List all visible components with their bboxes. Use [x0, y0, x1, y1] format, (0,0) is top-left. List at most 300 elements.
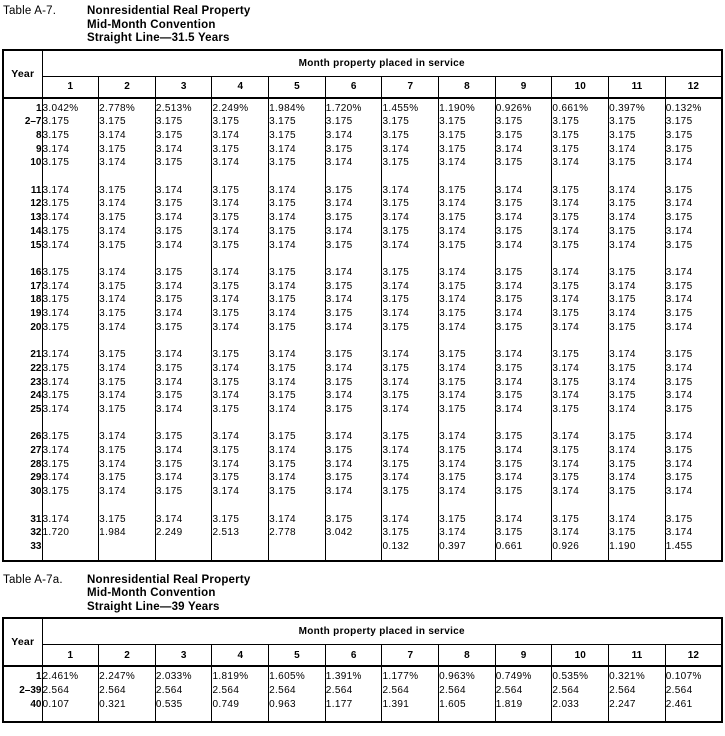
rate-cell: 3.174: [665, 293, 722, 307]
rate-cell: 3.174: [495, 239, 552, 253]
rate-cell: 2.564: [439, 684, 496, 698]
table-row: [3, 362, 722, 376]
rate-cell: 3.174: [269, 403, 326, 417]
rate-cell: 3.175: [269, 485, 326, 499]
table-row: [3, 389, 722, 403]
rate-cell: 3.175: [269, 156, 326, 170]
rate-cell: 3.175: [609, 389, 666, 403]
rate-cell: 2.461%: [42, 670, 99, 684]
spacer-cell: [552, 334, 609, 348]
rate-cell: 3.175: [99, 403, 156, 417]
rate-cell: 3.175: [552, 143, 609, 157]
rate-cell: 3.175: [439, 115, 496, 129]
rate-cell: 3.175: [325, 143, 382, 157]
rate-cell: 3.175: [495, 458, 552, 472]
rate-cell: 3.175: [382, 225, 439, 239]
rate-cell: 3.174: [42, 239, 99, 253]
year-cell: 8: [35, 129, 42, 141]
rate-cell: 3.175: [42, 389, 99, 403]
rate-cell: 1.720: [42, 526, 99, 540]
rate-cell: 3.175: [382, 526, 439, 540]
rate-cell: 2.564: [665, 684, 722, 698]
spacer-cell: [552, 554, 609, 561]
spacer-cell: [99, 711, 156, 722]
rate-cell: 3.175: [99, 307, 156, 321]
rate-cell: 3.174: [212, 266, 269, 280]
rate-cell: 3.175: [212, 184, 269, 198]
rate-cell: 3.174: [99, 321, 156, 335]
table-row: [3, 197, 722, 211]
rate-cell: 3.174: [552, 293, 609, 307]
rate-cell: 3.175: [439, 403, 496, 417]
rate-cell: 3.174: [155, 239, 212, 253]
spacer-cell: [212, 554, 269, 561]
year-cell: 10: [30, 157, 42, 169]
rate-cell: 3.175: [269, 430, 326, 444]
rate-cell: 3.175: [495, 115, 552, 129]
rate-cell: 3.174: [439, 430, 496, 444]
table-row: [3, 280, 722, 294]
rate-cell: 3.174: [495, 143, 552, 157]
spacer-cell: [439, 252, 496, 266]
rate-cell: 3.174: [439, 293, 496, 307]
rate-cell: 2.778%: [99, 102, 156, 116]
table-row: [3, 102, 722, 116]
rate-cell: 3.174: [42, 471, 99, 485]
rate-cell: 3.175: [42, 129, 99, 143]
year-cell: 27: [30, 445, 42, 457]
rate-cell: 3.174: [609, 211, 666, 225]
rate-cell: 3.175: [439, 444, 496, 458]
spacer-cell: [212, 417, 269, 431]
rate-cell: 3.175: [552, 184, 609, 198]
rate-cell: 3.175: [269, 458, 326, 472]
year-cell: 1: [35, 671, 42, 683]
rate-cell: 3.175: [155, 321, 212, 335]
rate-cell: 3.174: [495, 211, 552, 225]
rate-cell: 3.175: [439, 143, 496, 157]
spacer-cell: [665, 252, 722, 266]
rate-cell: 3.175: [155, 156, 212, 170]
depreciation-table-31-5-years: [2, 49, 723, 562]
rate-cell: 3.175: [42, 321, 99, 335]
rate-cell: 1.455: [665, 540, 722, 554]
rate-cell: 3.175: [42, 156, 99, 170]
rate-cell: 3.174: [495, 184, 552, 198]
rate-cell: 3.175: [212, 307, 269, 321]
rate-cell: 3.175: [325, 376, 382, 390]
rate-cell: 3.175: [42, 293, 99, 307]
rate-cell: 3.175: [212, 280, 269, 294]
rate-cell: 3.174: [439, 458, 496, 472]
rate-cell: 3.174: [382, 239, 439, 253]
month-column-header: 2: [99, 76, 156, 98]
spacer-cell: [212, 334, 269, 348]
table-row: [3, 239, 722, 253]
rate-cell: 3.175: [269, 362, 326, 376]
table-title-line: Straight Line—31.5 Years: [87, 32, 230, 44]
rate-cell: 3.175: [382, 485, 439, 499]
month-column-header: 5: [269, 76, 326, 98]
rate-cell: 3.174: [382, 211, 439, 225]
rate-cell: 3.174: [99, 430, 156, 444]
rate-cell: 3.175: [382, 430, 439, 444]
rate-cell: 3.174: [99, 389, 156, 403]
rate-cell: 3.175: [269, 115, 326, 129]
rate-cell: 1.605%: [269, 670, 326, 684]
rate-cell: 3.175: [155, 458, 212, 472]
rate-cell: 3.174: [552, 321, 609, 335]
rate-cell: 3.174: [609, 444, 666, 458]
spacer-cell: [269, 711, 326, 722]
rate-cell: 3.175: [495, 430, 552, 444]
rate-cell: 0.107%: [665, 670, 722, 684]
month-column-header: 1: [42, 76, 99, 98]
month-column-header: 3: [155, 645, 212, 667]
spacer-cell: [269, 252, 326, 266]
rate-cell: 3.174: [99, 362, 156, 376]
rate-cell: 3.174: [382, 376, 439, 390]
rate-cell: 3.174: [212, 156, 269, 170]
rate-cell: 3.174: [609, 513, 666, 527]
month-column-header: 6: [325, 76, 382, 98]
rate-cell: 3.174: [155, 513, 212, 527]
rate-cell: 3.175: [42, 266, 99, 280]
rate-cell: 3.174: [609, 348, 666, 362]
spacer-cell: [382, 499, 439, 513]
rate-cell: 3.175: [439, 376, 496, 390]
rate-cell: 3.175: [325, 184, 382, 198]
rate-cell: 3.174: [269, 143, 326, 157]
rate-cell: 3.175: [325, 239, 382, 253]
spacer-cell: [325, 417, 382, 431]
rate-cell: 3.174: [212, 458, 269, 472]
spacer-cell: [439, 334, 496, 348]
bottom-spacer-row: [3, 711, 722, 722]
spacer-cell: [552, 417, 609, 431]
spacer-cell: [552, 711, 609, 722]
rate-cell: 3.175: [269, 389, 326, 403]
rate-cell: 3.175: [212, 471, 269, 485]
month-column-header: 6: [325, 645, 382, 667]
spacer-cell: [609, 252, 666, 266]
month-column-header: 11: [609, 645, 666, 667]
year-cell: 16: [30, 266, 42, 278]
rate-cell: 3.175: [609, 485, 666, 499]
rate-cell: 3.174: [99, 197, 156, 211]
document-page: [0, 5, 725, 736]
rate-cell: 3.175: [665, 115, 722, 129]
rate-cell: [99, 540, 156, 554]
rate-cell: 2.513%: [155, 102, 212, 116]
rate-cell: 2.513: [212, 526, 269, 540]
rate-cell: 3.175: [495, 129, 552, 143]
rate-cell: 3.175: [212, 348, 269, 362]
rate-cell: 3.174: [325, 389, 382, 403]
rate-cell: 3.175: [212, 513, 269, 527]
rate-cell: 3.175: [325, 444, 382, 458]
rate-cell: 3.175: [212, 403, 269, 417]
rate-cell: 1.190%: [439, 102, 496, 116]
spacer-cell: [212, 252, 269, 266]
rate-cell: 3.174: [269, 444, 326, 458]
rate-cell: 2.564: [495, 684, 552, 698]
rate-cell: 3.174: [382, 444, 439, 458]
rate-cell: 3.174: [439, 526, 496, 540]
rate-cell: 3.175: [665, 348, 722, 362]
rate-cell: 3.175: [439, 348, 496, 362]
group-spacer-row: [3, 334, 722, 348]
rate-cell: 3.175: [382, 156, 439, 170]
month-column-header: 8: [439, 645, 496, 667]
rate-cell: 3.175: [212, 143, 269, 157]
rate-cell: 3.175: [495, 197, 552, 211]
rate-cell: 0.749%: [495, 670, 552, 684]
table-a7a-title: [87, 574, 250, 615]
bottom-spacer-row: [3, 554, 722, 561]
rate-cell: 3.175: [155, 115, 212, 129]
spacer-cell: [665, 499, 722, 513]
rate-cell: 3.175: [382, 266, 439, 280]
spacer-cell: [42, 554, 99, 561]
rate-cell: 3.175: [99, 239, 156, 253]
rate-cell: 3.175: [609, 115, 666, 129]
rate-cell: 3.175: [99, 471, 156, 485]
rate-cell: 3.175: [269, 129, 326, 143]
year-cell: 25: [30, 403, 42, 415]
rate-cell: 3.174: [269, 307, 326, 321]
rate-cell: 2.564: [382, 684, 439, 698]
rate-cell: 3.175: [382, 458, 439, 472]
spacer-cell: [665, 170, 722, 184]
table-row: [3, 403, 722, 417]
rate-cell: 3.175: [382, 321, 439, 335]
spacer-cell: [439, 711, 496, 722]
month-column-header: 3: [155, 76, 212, 98]
table-row: [3, 684, 722, 698]
rate-cell: 3.174: [212, 389, 269, 403]
rate-cell: 3.174: [269, 211, 326, 225]
year-cell: 1: [35, 102, 42, 114]
rate-cell: 2.033%: [155, 670, 212, 684]
spacer-cell: [3, 554, 42, 561]
rate-cell: 3.174: [269, 471, 326, 485]
table-row: [3, 115, 722, 129]
rate-cell: 3.175: [609, 321, 666, 335]
table-a7-title-block: [3, 5, 725, 46]
rate-cell: 3.175: [495, 266, 552, 280]
rate-cell: 3.174: [439, 321, 496, 335]
group-spacer-row: [3, 499, 722, 513]
rate-cell: 3.174: [42, 348, 99, 362]
table-row: [3, 540, 722, 554]
rate-cell: 3.174: [155, 143, 212, 157]
spacer-cell: [495, 334, 552, 348]
rate-cell: 3.174: [212, 430, 269, 444]
rate-cell: 3.174: [552, 526, 609, 540]
rate-cell: 3.175: [155, 362, 212, 376]
rate-cell: 3.174: [42, 376, 99, 390]
rate-cell: 2.778: [269, 526, 326, 540]
spacer-cell: [439, 554, 496, 561]
rate-cell: 3.174: [665, 321, 722, 335]
rate-cell: 3.175: [609, 362, 666, 376]
year-column-header: Year: [3, 618, 42, 666]
rate-cell: 0.321: [99, 698, 156, 712]
rate-cell: 3.175: [382, 197, 439, 211]
rate-cell: 3.174: [212, 225, 269, 239]
rate-cell: 3.175: [99, 184, 156, 198]
rate-cell: 3.174: [155, 280, 212, 294]
table-row: [3, 321, 722, 335]
rate-cell: 3.174: [155, 444, 212, 458]
rate-cell: 3.174: [325, 430, 382, 444]
rate-cell: 2.564: [552, 684, 609, 698]
rate-cell: 1.455%: [382, 102, 439, 116]
table-a7-label: Table A-7.: [3, 5, 57, 17]
rate-cell: 3.175: [155, 430, 212, 444]
rate-cell: 3.174: [382, 280, 439, 294]
rate-cell: 3.174: [212, 293, 269, 307]
table-title-line: Mid-Month Convention: [87, 587, 216, 600]
month-column-header: 12: [665, 645, 722, 667]
rate-cell: 3.175: [42, 197, 99, 211]
rate-cell: 3.174: [269, 348, 326, 362]
month-column-header: 9: [495, 645, 552, 667]
table-row: [3, 143, 722, 157]
spacer-cell: [3, 334, 42, 348]
rate-cell: 2.564: [325, 684, 382, 698]
rate-cell: 3.175: [552, 307, 609, 321]
group-spacer-row: [3, 252, 722, 266]
month-column-header: 12: [665, 76, 722, 98]
rate-cell: 3.175: [325, 211, 382, 225]
rate-cell: 3.174: [382, 307, 439, 321]
rate-cell: 3.175: [325, 280, 382, 294]
rate-cell: 3.174: [212, 485, 269, 499]
rate-cell: 2.249%: [212, 102, 269, 116]
spacer-cell: [325, 499, 382, 513]
rate-cell: 3.174: [552, 156, 609, 170]
rate-cell: 3.175: [552, 376, 609, 390]
rate-cell: 3.174: [609, 280, 666, 294]
rate-cell: 2.249: [155, 526, 212, 540]
rate-cell: 3.175: [325, 115, 382, 129]
spacer-cell: [609, 711, 666, 722]
rate-cell: 3.175: [325, 513, 382, 527]
rate-cell: 2.564: [609, 684, 666, 698]
table-a7a-section: [0, 574, 725, 724]
rate-cell: 3.174: [495, 348, 552, 362]
rate-cell: 3.174: [609, 239, 666, 253]
rate-cell: 3.174: [439, 156, 496, 170]
rate-cell: 3.175: [495, 362, 552, 376]
rate-cell: 3.174: [495, 280, 552, 294]
spacer-cell: [42, 499, 99, 513]
table-row: [3, 184, 722, 198]
spacer-cell: [155, 417, 212, 431]
rate-cell: 3.174: [439, 389, 496, 403]
table-row: [3, 293, 722, 307]
spacer-cell: [42, 417, 99, 431]
rate-cell: 3.175: [495, 389, 552, 403]
rate-cell: 3.174: [382, 348, 439, 362]
rate-cell: 0.535%: [552, 670, 609, 684]
month-column-header: 7: [382, 76, 439, 98]
rate-cell: 3.174: [665, 430, 722, 444]
rate-cell: 3.174: [609, 143, 666, 157]
rate-cell: 3.175: [42, 430, 99, 444]
rate-cell: 3.175: [42, 225, 99, 239]
rate-cell: 3.175: [155, 389, 212, 403]
spacer-cell: [439, 170, 496, 184]
spacer-cell: [3, 711, 42, 722]
rate-cell: 3.175: [609, 225, 666, 239]
rate-cell: 3.175: [439, 211, 496, 225]
rate-cell: 0.661: [495, 540, 552, 554]
rate-cell: 3.175: [42, 485, 99, 499]
rate-cell: 3.175: [609, 458, 666, 472]
spacer-cell: [325, 170, 382, 184]
rate-cell: 2.247%: [99, 670, 156, 684]
rate-cell: 3.175: [155, 266, 212, 280]
rate-cell: 3.175: [99, 444, 156, 458]
rate-cell: 3.174: [269, 280, 326, 294]
table-row: [3, 348, 722, 362]
rate-cell: 3.175: [495, 225, 552, 239]
rate-cell: 1.720%: [325, 102, 382, 116]
table-row: [3, 376, 722, 390]
rate-cell: 3.174: [495, 513, 552, 527]
spacer-cell: [495, 252, 552, 266]
rate-cell: 3.174: [42, 280, 99, 294]
year-cell: 26: [30, 431, 42, 443]
spacer-cell: [269, 417, 326, 431]
year-cell: 22: [30, 362, 42, 374]
spacer-cell: [99, 170, 156, 184]
year-cell: 33: [30, 540, 42, 552]
spacer-cell: [552, 170, 609, 184]
table-a7a-label: Table A-7a.: [3, 573, 63, 586]
spacer-cell: [99, 554, 156, 561]
rate-cell: 3.174: [495, 307, 552, 321]
spacer-cell: [155, 711, 212, 722]
rate-cell: 3.174: [325, 362, 382, 376]
rate-cell: 2.564: [42, 684, 99, 698]
rate-cell: 3.175: [552, 471, 609, 485]
rate-cell: 3.175: [382, 129, 439, 143]
year-cell: 15: [30, 239, 42, 251]
rate-cell: 3.174: [439, 225, 496, 239]
rate-cell: 3.174: [99, 458, 156, 472]
rate-cell: 3.175: [269, 321, 326, 335]
rate-cell: 3.175: [552, 280, 609, 294]
year-cell: 2–7: [24, 116, 42, 128]
rate-cell: 3.175: [609, 430, 666, 444]
rate-cell: 3.175: [665, 211, 722, 225]
rate-cell: 3.174: [325, 225, 382, 239]
rate-cell: 3.174: [439, 266, 496, 280]
spacer-cell: [439, 499, 496, 513]
year-cell: 17: [30, 280, 42, 292]
rate-cell: 3.175: [269, 225, 326, 239]
rate-cell: 1.819: [495, 698, 552, 712]
year-cell: 9: [35, 143, 42, 155]
rate-cell: 3.174: [325, 321, 382, 335]
rate-cell: 1.177: [325, 698, 382, 712]
rate-cell: 3.174: [42, 403, 99, 417]
month-column-header: 11: [609, 76, 666, 98]
